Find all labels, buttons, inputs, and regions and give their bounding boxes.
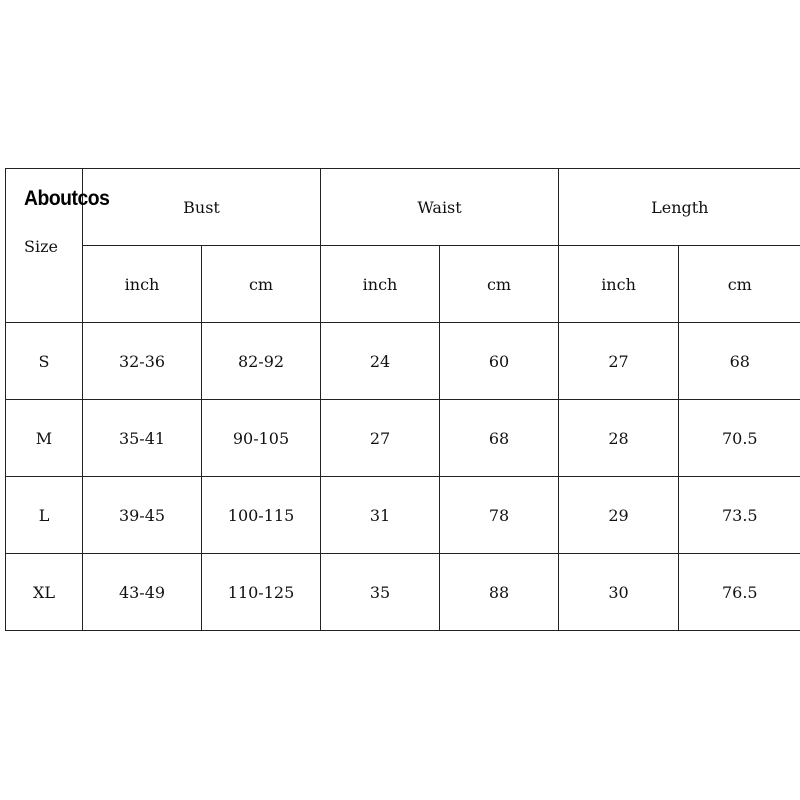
waist-inch-cell: 35 [321,554,440,631]
length-header: Length [559,169,800,246]
size-cell: XL [6,554,83,631]
waist-header: Waist [321,169,559,246]
bust-cm-cell: 82-92 [202,323,321,400]
waist-cm-cell: 88 [440,554,559,631]
brand-logo-text: Aboutcos [24,187,110,210]
length-cm-header: cm [679,246,800,323]
bust-inch-cell: 35-41 [83,400,202,477]
bust-inch-header: inch [83,246,202,323]
bust-cm-cell: 90-105 [202,400,321,477]
length-cm-cell: 70.5 [679,400,800,477]
waist-inch-cell: 24 [321,323,440,400]
bust-inch-cell: 32-36 [83,323,202,400]
bust-cm-header: cm [202,246,321,323]
table-row [6,554,800,631]
size-cell: M [6,400,83,477]
length-cm-cell: 76.5 [679,554,800,631]
length-cm-cell: 73.5 [679,477,800,554]
waist-cm-cell: 78 [440,477,559,554]
length-cm-cell: 68 [679,323,800,400]
length-inch-cell: 30 [559,554,679,631]
waist-inch-header: inch [321,246,440,323]
bust-inch-cell: 43-49 [83,554,202,631]
waist-cm-header: cm [440,246,559,323]
size-column-label: Size [24,237,58,256]
size-header-cell [6,169,110,323]
waist-cm-cell: 60 [440,323,559,400]
length-inch-header: inch [559,246,679,323]
bust-inch-cell: 39-45 [83,477,202,554]
bust-header: Bust [83,169,321,246]
length-inch-cell: 27 [559,323,679,400]
waist-cm-cell: 68 [440,400,559,477]
table-row [6,400,800,477]
bust-cm-cell: 100-115 [202,477,321,554]
waist-inch-cell: 27 [321,400,440,477]
length-inch-cell: 28 [559,400,679,477]
length-inch-cell: 29 [559,477,679,554]
size-chart-table [5,168,800,631]
header-row-units [6,246,800,323]
header-row-groups [6,169,800,246]
table-row [6,477,800,554]
table-row [6,323,800,400]
bust-cm-cell: 110-125 [202,554,321,631]
size-cell: S [6,323,83,400]
size-cell: L [6,477,83,554]
waist-inch-cell: 31 [321,477,440,554]
